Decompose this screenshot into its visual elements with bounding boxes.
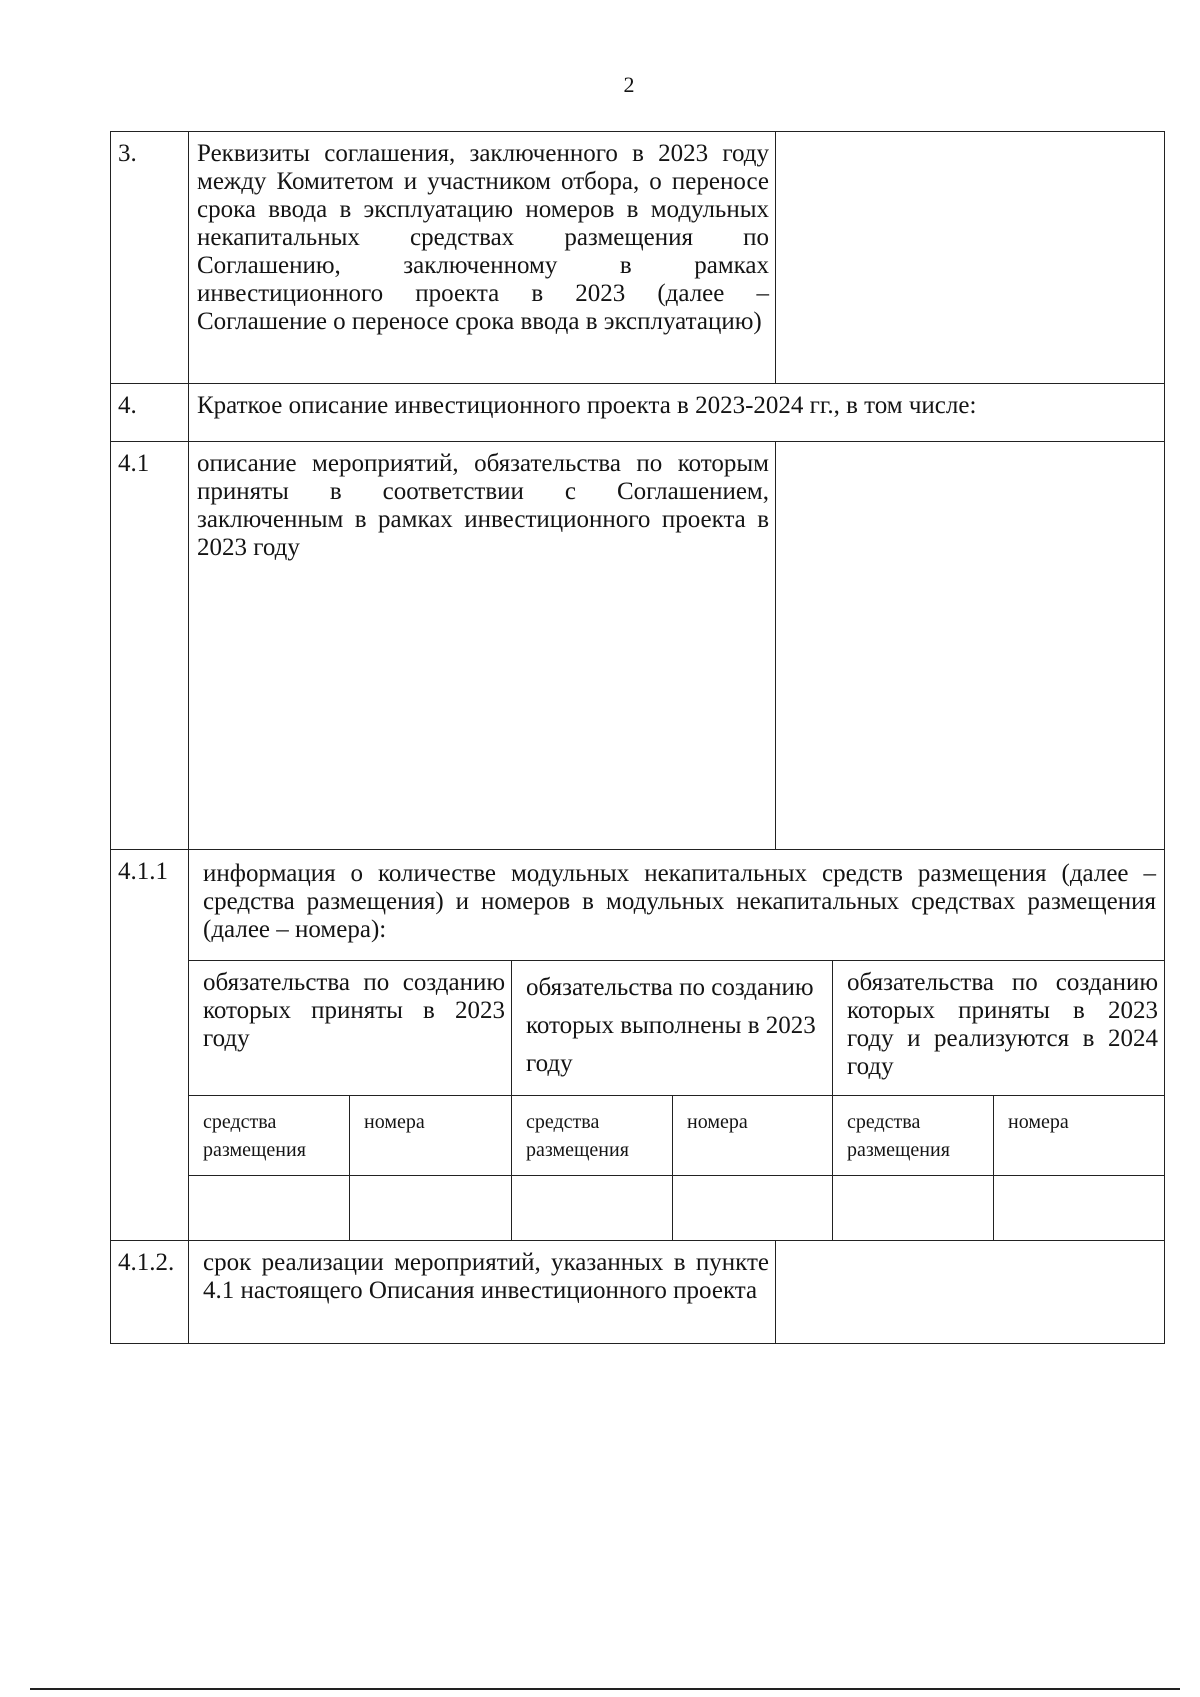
table-row-4-1 bbox=[110, 441, 1165, 849]
column-headers bbox=[189, 961, 1164, 1096]
value-cell[interactable] bbox=[776, 1241, 1164, 1343]
value-cell[interactable] bbox=[189, 1176, 350, 1240]
bottom-rule bbox=[30, 1688, 1180, 1690]
row-label: информация о количестве модульных некапитальных средств размещения (далее – средства размещения) и номеров в модульных некапитальных средствах размещения (далее – номера): bbox=[189, 850, 1164, 961]
row-number: 4. bbox=[111, 384, 189, 441]
table-row-4-1-2 bbox=[110, 1240, 1165, 1344]
table-row-3 bbox=[110, 131, 1165, 383]
column-header-1: обязательства по созданию которых приняты в 2023 году bbox=[189, 961, 512, 1095]
subheader-rooms: номера bbox=[1008, 1111, 1069, 1133]
value-cell[interactable] bbox=[776, 132, 1164, 383]
value-cell[interactable] bbox=[833, 1176, 994, 1240]
subcolumn-headers bbox=[189, 1096, 1164, 1176]
value-row bbox=[189, 1176, 1164, 1240]
row-number: 4.1.2. bbox=[111, 1241, 189, 1343]
table-row-4-1-1 bbox=[110, 849, 1165, 1240]
row-label: срок реализации мероприятий, указанных в пункте 4.1 настоящего Описания инвестиционного проекта bbox=[189, 1241, 776, 1343]
value-cell[interactable] bbox=[673, 1176, 833, 1240]
column-header-3: обязательства по созданию которых приняты в 2023 году и реализуются в 2024 году bbox=[847, 969, 1158, 1080]
row-number: 4.1 bbox=[111, 442, 189, 849]
subheader-rooms: номера bbox=[350, 1096, 512, 1175]
column-header-2: обязательства по созданию которых выполнены в 2023 году bbox=[512, 961, 833, 1095]
row-label: описание мероприятий, обязательства по которым приняты в соответствии с Соглашением, заключенным в рамках инвестиционного проекта в 2023 году bbox=[189, 442, 776, 849]
value-cell[interactable] bbox=[994, 1176, 1164, 1240]
value-cell[interactable] bbox=[350, 1176, 512, 1240]
subheader-rooms: номера bbox=[673, 1096, 833, 1175]
value-cell[interactable] bbox=[776, 442, 1164, 849]
row-label: Краткое описание инвестиционного проекта в 2023-2024 гг., в том числе: bbox=[197, 392, 977, 419]
subtable bbox=[189, 850, 1164, 1240]
row-label: Реквизиты соглашения, заключенного в 2023 году между Комитетом и участником отбора, о переносе срока ввода в эксплуатацию номеров в модульных некапитальных средствах размещения по Соглашению, заключенному в рамках инвестиционного проекта в 2023 (далее – Соглашение о переносе срока ввода в эксплуатацию) bbox=[189, 132, 776, 383]
row-number: 3. bbox=[111, 132, 189, 383]
row-number: 4.1.1 bbox=[111, 850, 189, 1240]
subheader-facilities: средства размещения bbox=[189, 1096, 350, 1175]
page-number: 2 bbox=[623, 72, 635, 97]
subheader-facilities: средства размещения bbox=[833, 1096, 994, 1175]
value-cell[interactable] bbox=[512, 1176, 673, 1240]
table-row-4 bbox=[110, 383, 1165, 441]
form-table bbox=[110, 131, 1165, 1344]
subheader-facilities: средства размещения bbox=[512, 1096, 673, 1175]
